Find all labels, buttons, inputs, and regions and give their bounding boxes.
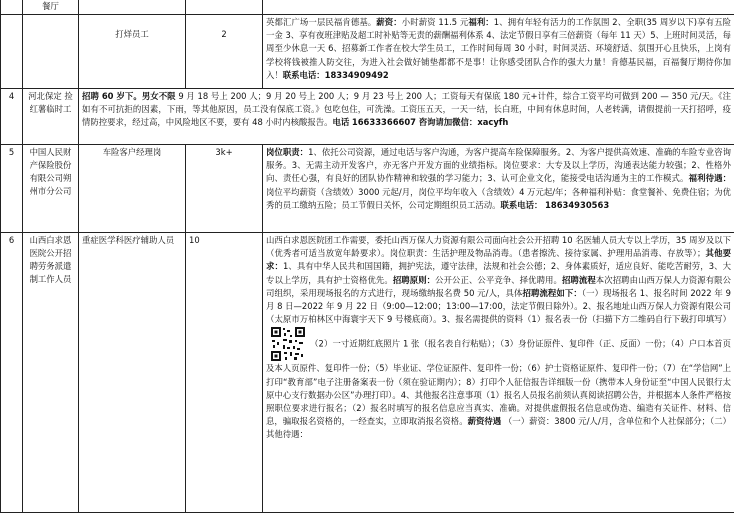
position-title: 重症医学科医疗辅助人员 bbox=[79, 233, 186, 513]
employer-name: 河北保定 捡红薯临时工 bbox=[23, 89, 79, 145]
table-row bbox=[1, 15, 734, 89]
row-number bbox=[1, 0, 23, 15]
headcount: 3k+ bbox=[186, 145, 263, 233]
table-row bbox=[1, 0, 734, 15]
position-title: 打烊员工 bbox=[79, 15, 186, 89]
qr-code-icon[interactable] bbox=[270, 326, 306, 362]
employer-name bbox=[23, 15, 79, 89]
table-row bbox=[1, 89, 734, 145]
row-number bbox=[1, 15, 23, 89]
job-details: 招聘 60 岁下。男女不限 9 月 18 号上 200 人；9 月 20 号上 200 人；9 月 23 号上 200 人；工资每天有保底 180 元+计件，综合工资平均可做到 200 — 350 元/天。《注如有不可抗拒的因素，下雨，等其他原因，员工没有保底工资。》包吃包住，可洗澡。工资压五天，一天一结，长白班，中间有休息时间，人老转满，请假提前一天打招呼，疫情防控要求，经过高，中风险地区不要，要有 48 小时内核酸报告。电话 16633366607 咨询请加微信：xacyfh bbox=[79, 89, 734, 145]
employer-name: 中国人民财产保险股份有限公司朔州市分公司 bbox=[23, 145, 79, 233]
job-details: 英都汇广场一层民福肯德基。薪资：小时薪资 11.5 元福利：1、拥有年轻有活力的工作氛围 2、全职(35 周岁以下)享有五险一金 3、享有夜班津贴及超工时补贴等无责的薪酬福利体系 4、法定节假日享有三倍薪资（每年 11 天）5、上班时间灵活，每周至少休息一天 6、招募新工作者在校大学生员工，工作时间每周 30 小时，时间灵活、环境舒适、氛围开心且快乐，上岗有学校将钱被推人防交往，为进入社会做好铺垫都都不是事！让你感受团队合作的强大力量！肯德基民福，百福餐厅期待你加入！联系电话：18334909492 bbox=[263, 15, 734, 89]
employer-name: 山西白求恩医院公开招聘劳务派遣制工作人员 bbox=[23, 233, 79, 513]
job-details: 岗位职责：1、依托公司资源，通过电话与客户沟通，为客户提高车险保障服务。2、为客户提供高效速、准确的车险专业咨询服务。3、无需主动开发客户，亦无客户开发方面的业绩指标。岗位要求：大专及以上学历，沟通表达能力较强；2、性格外向、责任心强，有良好的团队协作精神和较强的学习能力；3、认可企业文化，能接受电话沟通为主的工作模式。福利待遇：岗位平均薪资（含绩效）3000 元起/月，岗位平均年收入（含绩效）4 万元起/年；各种福利补贴：食堂餐补、免费住宿；为优秀的员工缴纳五险；员工节假日关怀，公司定期组织员工活动。联系电话： 18634930563 bbox=[263, 145, 734, 233]
job-details: 山西白求恩医院团工作需要，委托山西万保人力资源有限公司面向社会公开招聘 10 名医辅人员大专以上学历，35 周岁及以下（优秀者可适当放宽年龄要求）。岗位职责：生活护理及物品消毒。（患者擦洗、接待家属、护理用品消毒、存放等）；其他要求：1、具有中华人民共和国国籍，拥护宪法，遵守法律，法规和社会公德；2、身体素质好，适应良好、能吃苦耐劳，3、大专以上学历，具有护士资格优先。招聘原则：公开公正、公平竞争、择优聘用。招聘流程本次招聘由山西万保人力资源有限公司组织，采用现场报名的方式进行，现场缴纳报名费 50 元/人，具体招聘流程如下：（一）现场报名 1、报名时间 2022 年 9 月 8 日—2022 年 9 月 22 日（9:00—12:00；13:00—17:00，法定节假日除外）。2、报名地址山西万保人力资源有限公司（太原市万柏林区中海寰宇天下 9 号楼底商）。3、报名需提供的资料（1）报名表一份（扫描下方二维码自行下载打印填写）（2）一寸近期红底照片 1 张（报名表自行粘贴）；（3）身份证原件、复印件（正、反面）一份；（4）户口本首页及本人页原件、复印件一份；（5）毕业证、学位证原件、复印件一份；（6）护士资格证原件、复印件一份；（7）在“学信网”上打印“教育部”电子注册备案表一份（须在验证期内）；8）打印个人征信报告详细版一份（携带本人身份证至“中国人民银行太原中心支行数据办公区”办理打印）。4、其他报名注意事项（1）报名人员报名前须认真阅读招聘公告，并根据本人条件严格按照职位要求进行报名；（2）报名时填写的报名信息应当真实、准确。对提供虚假报名信息或伪造、编造有关证件、材料、信息，骗取报名资格的，一经查实，立即取消报名资格。薪资待遇 （一）薪资：3800 元/人/月，含单位和个人社保部分；（二）其他待遇： bbox=[263, 233, 734, 513]
row-number: 5 bbox=[1, 145, 23, 233]
position-title: 车险客户经理岗 bbox=[79, 145, 186, 233]
table-row bbox=[1, 233, 734, 513]
table-row bbox=[1, 145, 734, 233]
row-number: 4 bbox=[1, 89, 23, 145]
headcount: 2 bbox=[186, 15, 263, 89]
row-number: 6 bbox=[1, 233, 23, 513]
headcount: 10 bbox=[186, 233, 263, 513]
employer-name: 餐厅 bbox=[23, 0, 79, 15]
